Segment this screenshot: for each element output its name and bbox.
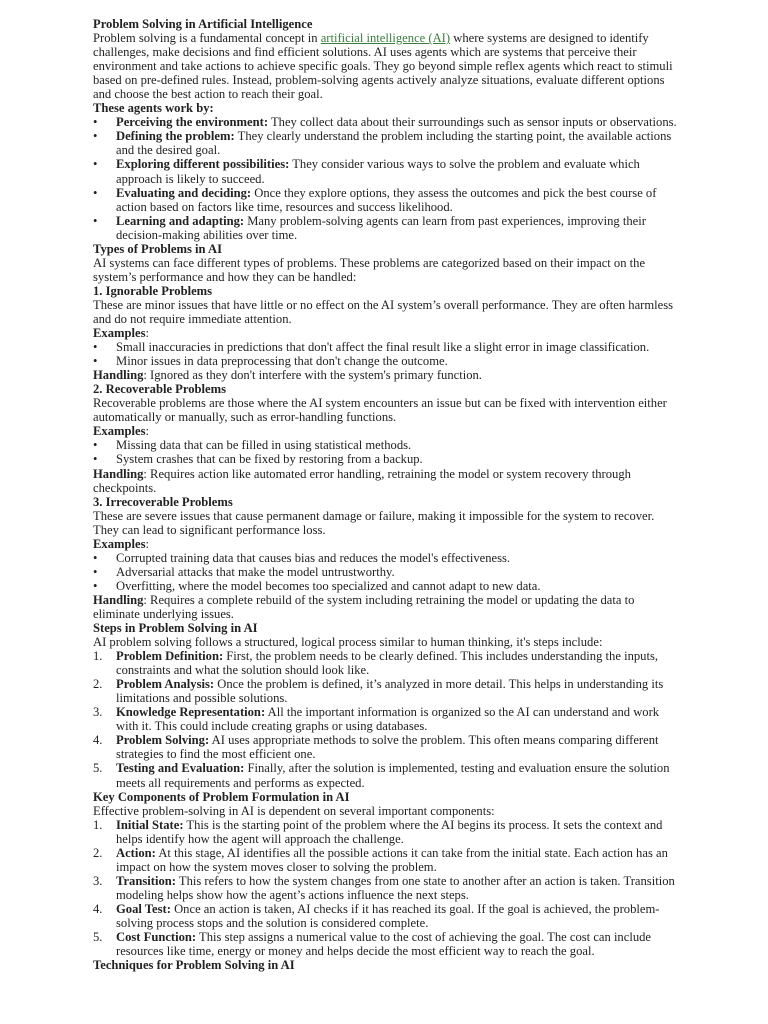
agents-list xyxy=(93,115,678,241)
list-item: 2. Action: At this stage, AI identifies all the possible actions it can take from the initial state. Each action has an impact on how the system moves closer to solving the problem. xyxy=(93,845,668,874)
list-item: 3. Knowledge Representation: All the important information is organized so the AI can understand and work with it. This could include creating graphs or using databases. xyxy=(93,705,660,734)
section-heading-steps: Steps in Problem Solving in AI xyxy=(93,621,258,636)
list-item: • Overfitting, where the model becomes too specialized and cannot adapt to new data. xyxy=(116,579,678,593)
list-item: • Corrupted training data that causes bias and reduces the model's effectiveness. xyxy=(116,551,678,565)
list-item: 1. Initial State: This is the starting point of the problem where the AI begins its process. It sets the context and helps identify how the agent will approach the challenge. xyxy=(93,817,663,846)
section-heading-types: Types of Problems in AI xyxy=(93,241,222,256)
list-item: 1. Problem Definition: First, the problem needs to be clearly defined. This includes understanding the inputs, constraints and what the solution should look like. xyxy=(93,649,659,678)
list-item: 2. Problem Analysis: Once the problem is defined, it’s analyzed in more detail. This helps in understanding its limitations and possible solutions. xyxy=(93,677,664,706)
agents-heading: These agents work by: xyxy=(93,101,214,116)
section-heading-components: Key Components of Problem Formulation in AI xyxy=(93,789,350,804)
irrecoverable-description: These are severe issues that cause permanent damage or failure, making it impossible for the system to recover. They can lead to significant performance loss. xyxy=(93,508,655,537)
subsection-heading-recoverable: 2. Recoverable Problems xyxy=(93,382,227,397)
ignorable-examples xyxy=(93,340,678,368)
list-item: • Missing data that can be filled in using statistical methods. xyxy=(116,438,678,452)
list-item: 5. Testing and Evaluation: Finally, after the solution is implemented, testing and evaluation ensure the solution meets all requirements and performs as expected. xyxy=(93,761,670,790)
document-body xyxy=(93,17,678,972)
types-intro: AI systems can face different types of problems. These problems are categorized based on their impact on the system’s performance and how they can be handled: xyxy=(93,255,646,284)
list-item: • Exploring different possibilities: They consider various ways to solve the problem and evaluate which approach is likely to succeed. xyxy=(116,157,678,185)
page-title: Problem Solving in Artificial Intelligence xyxy=(93,17,313,31)
examples-label: Examples: xyxy=(93,424,149,439)
list-item: 4. Problem Solving: AI uses appropriate methods to solve the problem. This often means comparing different strategies to find the most efficient one. xyxy=(93,733,659,762)
recoverable-description: Recoverable problems are those where the AI system encounters an issue but can be fixed with intervention either automatically or manually, such as error-handling functions. xyxy=(93,396,667,425)
recoverable-handling: Handling: Requires action like automated error handling, retraining the model or system recovery through checkpoints. xyxy=(93,466,631,495)
recoverable-examples xyxy=(93,438,678,466)
list-item: • Evaluating and deciding: Once they explore options, they assess the outcomes and pick the best course of action based on factors like time, resources and success likelihood. xyxy=(116,186,678,214)
ai-link[interactable]: artificial intelligence (AI) xyxy=(320,31,451,46)
intro-paragraph: Problem solving is a fundamental concept in artificial intelligence (AI) where systems are designed to identify challenges, make decisions and find efficient solutions. AI uses agents which are systems that perceive their environment and take actions to achieve specific goals. They go beyond simple reflex agents which react to stimuli based on pre-defined rules. Instead, problem-solving agents actively analyze situations, evaluate different options and choose the best action to reach their goal. xyxy=(93,31,673,102)
components-list xyxy=(93,818,678,958)
examples-label: Examples: xyxy=(93,536,149,551)
list-item: • Adversarial attacks that make the model untrustworthy. xyxy=(116,565,678,579)
list-item: • Perceiving the environment: They collect data about their surroundings such as sensor inputs or observations. xyxy=(116,115,678,129)
irrecoverable-handling: Handling: Requires a complete rebuild of the system including retraining the model or updating the data to eliminate underlying issues. xyxy=(93,592,635,621)
list-item: 5. Cost Function: This step assigns a numerical value to the cost of achieving the goal. The cost can include resources like time, energy or money and helps decide the most efficient way to reach the goal. xyxy=(93,930,652,959)
list-item: 4. Goal Test: Once an action is taken, AI checks if it has reached its goal. If the goal is achieved, the problem-solving process stops and the solution is considered complete. xyxy=(93,901,660,930)
list-item: • Minor issues in data preprocessing that don't change the outcome. xyxy=(116,354,678,368)
subsection-heading-irrecoverable: 3. Irrecoverable Problems xyxy=(93,494,233,509)
ignorable-handling: Handling: Ignored as they don't interfere with the system's primary function. xyxy=(93,368,482,383)
list-item: • Defining the problem: They clearly understand the problem including the starting point, the available actions and the desired goal. xyxy=(116,129,678,157)
subsection-heading-ignorable: 1. Ignorable Problems xyxy=(93,283,213,298)
steps-intro: AI problem solving follows a structured, logical process similar to human thinking, it's steps include: xyxy=(93,635,603,650)
list-item: • Small inaccuracies in predictions that don't affect the final result like a slight error in image classification. xyxy=(116,340,678,354)
examples-label: Examples: xyxy=(93,326,149,341)
list-item: • System crashes that can be fixed by restoring from a backup. xyxy=(116,452,678,466)
irrecoverable-examples xyxy=(93,551,678,593)
section-heading-techniques: Techniques for Problem Solving in AI xyxy=(93,958,295,973)
list-item: • Learning and adapting: Many problem-solving agents can learn from past experiences, improving their decision-making abilities over time. xyxy=(116,214,678,242)
ignorable-description: These are minor issues that have little or no effect on the AI system’s overall performance. They are often harmless and do not require immediate attention. xyxy=(93,297,674,326)
list-item: 3. Transition: This refers to how the system changes from one state to another after an action is taken. Transition modeling helps show how the agent’s actions influence the next steps. xyxy=(93,873,675,902)
steps-list xyxy=(93,649,678,789)
components-intro: Effective problem-solving in AI is dependent on several important components: xyxy=(93,803,495,818)
